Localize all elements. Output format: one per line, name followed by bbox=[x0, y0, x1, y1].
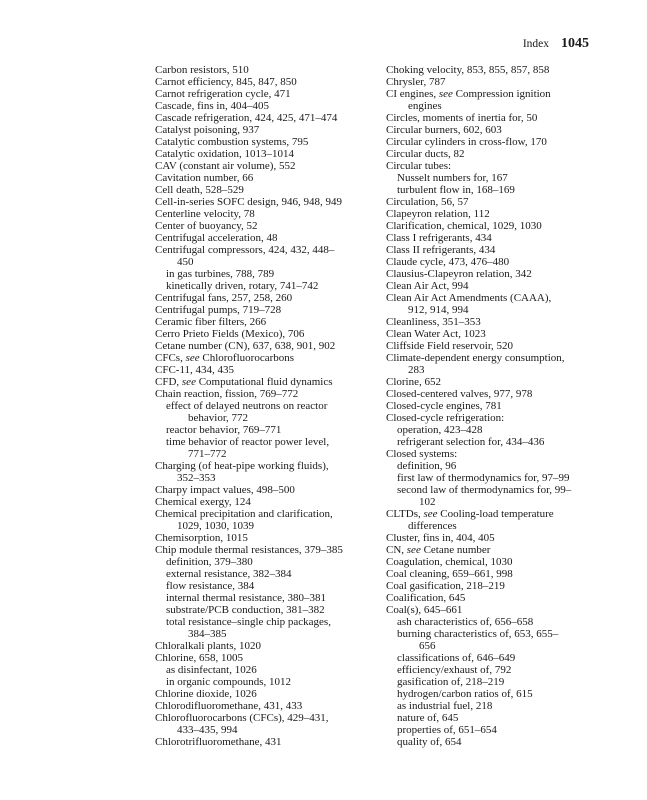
index-entry: Class I refrigerants, 434 bbox=[386, 232, 492, 244]
index-entry: Cascade, fins in, 404–405 bbox=[155, 100, 269, 112]
index-entry: Catalytic combustion systems, 795 bbox=[155, 136, 309, 148]
index-entry: definition, 96 bbox=[397, 460, 457, 472]
index-entry: Chlorotrifluoromethane, 431 bbox=[155, 736, 282, 748]
index-entry: CAV (constant air volume), 552 bbox=[155, 160, 296, 172]
index-entry: differences bbox=[408, 520, 457, 532]
index-entry: nature of, 645 bbox=[397, 712, 459, 724]
index-entry: Carnot efficiency, 845, 847, 850 bbox=[155, 76, 297, 88]
index-entry: 771–772 bbox=[188, 448, 227, 460]
index-entry: as disinfectant, 1026 bbox=[166, 664, 257, 676]
index-entry: Centrifugal fans, 257, 258, 260 bbox=[155, 292, 293, 304]
index-entry: Closed-centered valves, 977, 978 bbox=[386, 388, 533, 400]
index-entry: Cliffside Field reservoir, 520 bbox=[386, 340, 514, 352]
index-entry: reactor behavior, 769–771 bbox=[166, 424, 282, 436]
index-entry: 656 bbox=[419, 640, 436, 652]
index-entry: kinetically driven, rotary, 741–742 bbox=[166, 280, 319, 292]
index-entry: engines bbox=[408, 100, 442, 112]
index-entry: Choking velocity, 853, 855, 857, 858 bbox=[386, 64, 550, 76]
index-entry: 433–435, 994 bbox=[177, 724, 238, 736]
index-column-left bbox=[155, 64, 370, 748]
index-entry: external resistance, 382–384 bbox=[166, 568, 292, 580]
index-entry: ash characteristics of, 656–658 bbox=[397, 616, 534, 628]
index-entry: internal thermal resistance, 380–381 bbox=[166, 592, 327, 604]
index-entry: Clean Air Act Amendments (CAAA), bbox=[386, 292, 552, 304]
index-entry: 450 bbox=[177, 256, 194, 268]
index-entry: Chlorofluorocarbons (CFCs), 429–431, bbox=[155, 712, 329, 724]
index-entry: Circles, moments of inertia for, 50 bbox=[386, 112, 538, 124]
page-header bbox=[523, 36, 589, 52]
index-entry: Cetane number (CN), 637, 638, 901, 902 bbox=[155, 340, 336, 352]
index-entry: Carnot refrigeration cycle, 471 bbox=[155, 88, 291, 100]
index-entry: Clarification, chemical, 1029, 1030 bbox=[386, 220, 542, 232]
index-entry: Chlorine dioxide, 1026 bbox=[155, 688, 257, 700]
index-entry: Cell-in-series SOFC design, 946, 948, 949 bbox=[155, 196, 342, 208]
index-entry: Circular cylinders in cross-flow, 170 bbox=[386, 136, 547, 148]
index-entry: Claude cycle, 473, 476–480 bbox=[386, 256, 510, 268]
index-entry: CFCs, see Chlorofluorocarbons bbox=[155, 352, 295, 364]
index-entry: Charging (of heat-pipe working fluids), bbox=[155, 460, 329, 472]
index-entry: operation, 423–428 bbox=[397, 424, 483, 436]
index-entry: Chain reaction, fission, 769–772 bbox=[155, 388, 299, 400]
index-entry: gasification of, 218–219 bbox=[397, 676, 505, 688]
index-entry: Catalytic oxidation, 1013–1014 bbox=[155, 148, 295, 160]
index-entry: efficiency/exhaust of, 792 bbox=[397, 664, 512, 676]
index-entry: Carbon resistors, 510 bbox=[155, 64, 249, 76]
index-entry: properties of, 651–654 bbox=[397, 724, 497, 736]
index-entry: 912, 914, 994 bbox=[408, 304, 469, 316]
index-entry: CFD, see Computational fluid dynamics bbox=[155, 376, 333, 388]
index-entry: 384–385 bbox=[188, 628, 227, 640]
index-entry: Coal gasification, 218–219 bbox=[386, 580, 505, 592]
index-entry: Ceramic fiber filters, 266 bbox=[155, 316, 267, 328]
index-entry: time behavior of reactor power level, bbox=[166, 436, 330, 448]
page-number: 1045 bbox=[561, 36, 589, 51]
index-entry: 1029, 1030, 1039 bbox=[177, 520, 254, 532]
index-entry: Clean Water Act, 1023 bbox=[386, 328, 486, 340]
index-entry: Closed systems: bbox=[386, 448, 458, 460]
index-entry: Chemical exergy, 124 bbox=[155, 496, 251, 508]
index-entry: effect of delayed neutrons on reactor bbox=[166, 400, 328, 412]
index-entry: Climate-dependent energy consumption, bbox=[386, 352, 565, 364]
index-entry: Clean Air Act, 994 bbox=[386, 280, 469, 292]
index-entry: Circular ducts, 82 bbox=[386, 148, 465, 160]
index-entry: Catalyst poisoning, 937 bbox=[155, 124, 260, 136]
index-entry: Cleanliness, 351–353 bbox=[386, 316, 481, 328]
index-entry: in organic compounds, 1012 bbox=[166, 676, 292, 688]
index-entry: Chlorine, 658, 1005 bbox=[155, 652, 243, 664]
index-entry: Chloralkali plants, 1020 bbox=[155, 640, 262, 652]
index-entry: CLTDs, see Cooling-load temperature bbox=[386, 508, 554, 520]
index-entry: as industrial fuel, 218 bbox=[397, 700, 493, 712]
index-entry: Closed-cycle refrigeration: bbox=[386, 412, 505, 424]
index-entry: classifications of, 646–649 bbox=[397, 652, 516, 664]
index-entry: in gas turbines, 788, 789 bbox=[166, 268, 275, 280]
index-entry: total resistance–single chip packages, bbox=[166, 616, 331, 628]
index-entry: Clorine, 652 bbox=[386, 376, 441, 388]
index-entry: Chip module thermal resistances, 379–385 bbox=[155, 544, 343, 556]
index-entry: turbulent flow in, 168–169 bbox=[397, 184, 515, 196]
index-entry: substrate/PCB conduction, 381–382 bbox=[166, 604, 325, 616]
index-entry: Cell death, 528–529 bbox=[155, 184, 244, 196]
index-entry: 102 bbox=[419, 496, 436, 508]
index-entry: CFC-11, 434, 435 bbox=[155, 364, 235, 376]
index-entry: Center of buoyancy, 52 bbox=[155, 220, 258, 232]
index-entry: Circular burners, 602, 603 bbox=[386, 124, 502, 136]
index-entry: 352–353 bbox=[177, 472, 216, 484]
index-entry: refrigerant selection for, 434–436 bbox=[397, 436, 545, 448]
index-entry: Centrifugal compressors, 424, 432, 448– bbox=[155, 244, 335, 256]
index-entry: Chemical precipitation and clarification, bbox=[155, 508, 333, 520]
index-entry: burning characteristics of, 653, 655– bbox=[397, 628, 559, 640]
index-entry: Chlorodifluoromethane, 431, 433 bbox=[155, 700, 303, 712]
index-entry: second law of thermodynamics for, 99– bbox=[397, 484, 572, 496]
index-entry: Coagulation, chemical, 1030 bbox=[386, 556, 513, 568]
index-entry: 283 bbox=[408, 364, 425, 376]
index-entry: flow resistance, 384 bbox=[166, 580, 255, 592]
index-entry: CN, see Cetane number bbox=[386, 544, 491, 556]
index-entry: Coalification, 645 bbox=[386, 592, 466, 604]
index-entry: first law of thermodynamics for, 97–99 bbox=[397, 472, 570, 484]
index-entry: CI engines, see Compression ignition bbox=[386, 88, 551, 100]
index-entry: Cavitation number, 66 bbox=[155, 172, 254, 184]
index-entry: Coal(s), 645–661 bbox=[386, 604, 463, 616]
running-head: Index bbox=[522, 38, 549, 50]
index-entry: Closed-cycle engines, 781 bbox=[386, 400, 502, 412]
index-entry: Clausius-Clapeyron relation, 342 bbox=[386, 268, 532, 280]
index-entry: Chemisorption, 1015 bbox=[155, 532, 248, 544]
index-entry: Charpy impact values, 498–500 bbox=[155, 484, 295, 496]
index-entry: Centrifugal acceleration, 48 bbox=[155, 232, 278, 244]
index-entry: Circulation, 56, 57 bbox=[386, 196, 469, 208]
index-entry: Centrifugal pumps, 719–728 bbox=[155, 304, 282, 316]
index-entry: Coal cleaning, 659–661, 998 bbox=[386, 568, 513, 580]
index-entry: Chrysler, 787 bbox=[386, 76, 446, 88]
index-entry: definition, 379–380 bbox=[166, 556, 253, 568]
index-entry: Class II refrigerants, 434 bbox=[386, 244, 496, 256]
index-entry: Circular tubes: bbox=[386, 160, 452, 172]
index-entry: Clapeyron relation, 112 bbox=[386, 208, 490, 220]
index-column-right bbox=[386, 64, 591, 748]
index-entry: quality of, 654 bbox=[397, 736, 462, 748]
index-entry: Cerro Prieto Fields (Mexico), 706 bbox=[155, 328, 305, 340]
index-entry: Nusselt numbers for, 167 bbox=[397, 172, 508, 184]
index-entry: Cascade refrigeration, 424, 425, 471–474 bbox=[155, 112, 338, 124]
index-entry: hydrogen/carbon ratios of, 615 bbox=[397, 688, 533, 700]
index-entry: Cluster, fins in, 404, 405 bbox=[386, 532, 495, 544]
index-entry: behavior, 772 bbox=[188, 412, 249, 424]
index-entry: Centerline velocity, 78 bbox=[155, 208, 255, 220]
